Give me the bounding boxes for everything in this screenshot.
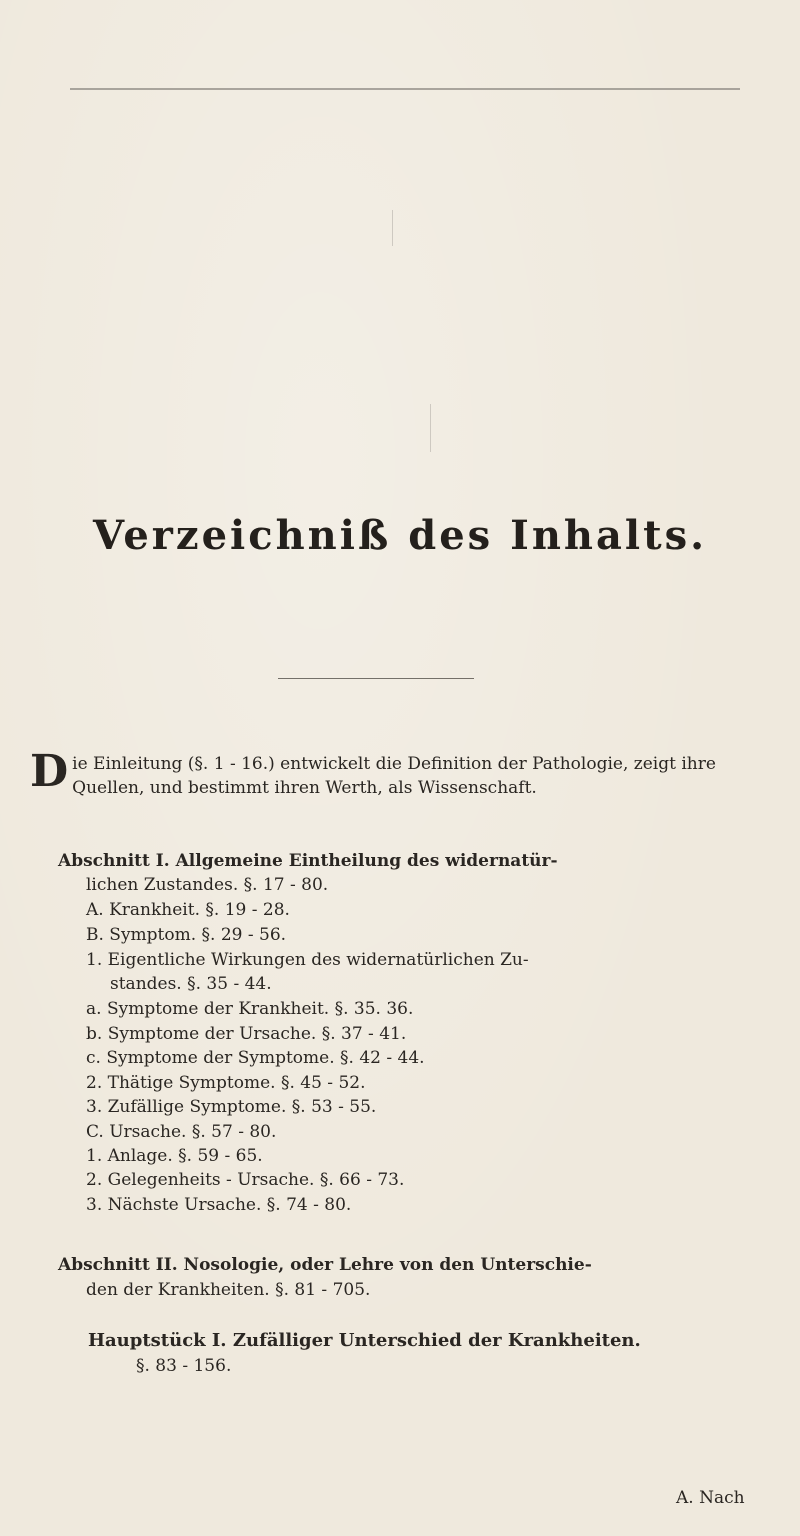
toc-entry: B. Symptom. §. 29 - 56.	[86, 925, 287, 945]
intro-paragraph	[30, 746, 750, 800]
toc-entry: 1. Eigentliche Wirkungen des widernatürlichen Zu-	[86, 950, 529, 970]
toc-entry: A. Krankheit. §. 19 - 28.	[86, 900, 290, 920]
toc-entry: 3. Nächste Ursache. §. 74 - 80.	[86, 1195, 352, 1215]
toc-entry-abschnitt-2: Abschnitt II. Nosologie, oder Lehre von den Unterschie-	[58, 1255, 592, 1275]
toc-entry: b. Symptome der Ursache. §. 37 - 41.	[86, 1024, 407, 1044]
intro-dropcap: D	[30, 746, 69, 797]
toc-entry: a. Symptome der Krankheit. §. 35. 36.	[86, 999, 414, 1019]
page-title: Verzeichniß des Inhalts.	[92, 512, 708, 559]
toc-entry: lichen Zustandes. §. 17 - 80.	[86, 875, 329, 895]
toc-entry-abschnitt-1: Abschnitt I. Allgemeine Eintheilung des widernatür-	[58, 851, 558, 871]
toc-entry-hauptstueck-1: Hauptstück I. Zufälliger Unterschied der Krankheiten.	[88, 1330, 641, 1351]
toc-entry: standes. §. 35 - 44.	[110, 974, 272, 994]
title-rule	[278, 678, 474, 679]
toc-entry: 3. Zufällige Symptome. §. 53 - 55.	[86, 1097, 377, 1117]
toc-entry: 1. Anlage. §. 59 - 65.	[86, 1146, 263, 1166]
toc-entry: §. 83 - 156.	[136, 1356, 232, 1376]
toc-entry: C. Ursache. §. 57 - 80.	[86, 1122, 277, 1142]
toc-entry: 2. Gelegenheits - Ursache. §. 66 - 73.	[86, 1170, 405, 1190]
toc-entry: 2. Thätige Symptome. §. 45 - 52.	[86, 1073, 366, 1093]
toc-entry: c. Symptome der Symptome. §. 42 - 44.	[86, 1048, 425, 1068]
catchword: A. Nach	[676, 1488, 745, 1508]
top-border-rule	[70, 88, 740, 90]
paper-mark	[430, 404, 431, 452]
toc-entry: den der Krankheiten. §. 81 - 705.	[86, 1280, 371, 1300]
paper-mark	[392, 210, 393, 246]
intro-text: ie Einleitung (§. 1 - 16.) entwickelt die Definition der Pathologie, zeigt ihre Quellen, und bestimmt ihren Werth, als Wissenschaft.	[72, 754, 716, 798]
